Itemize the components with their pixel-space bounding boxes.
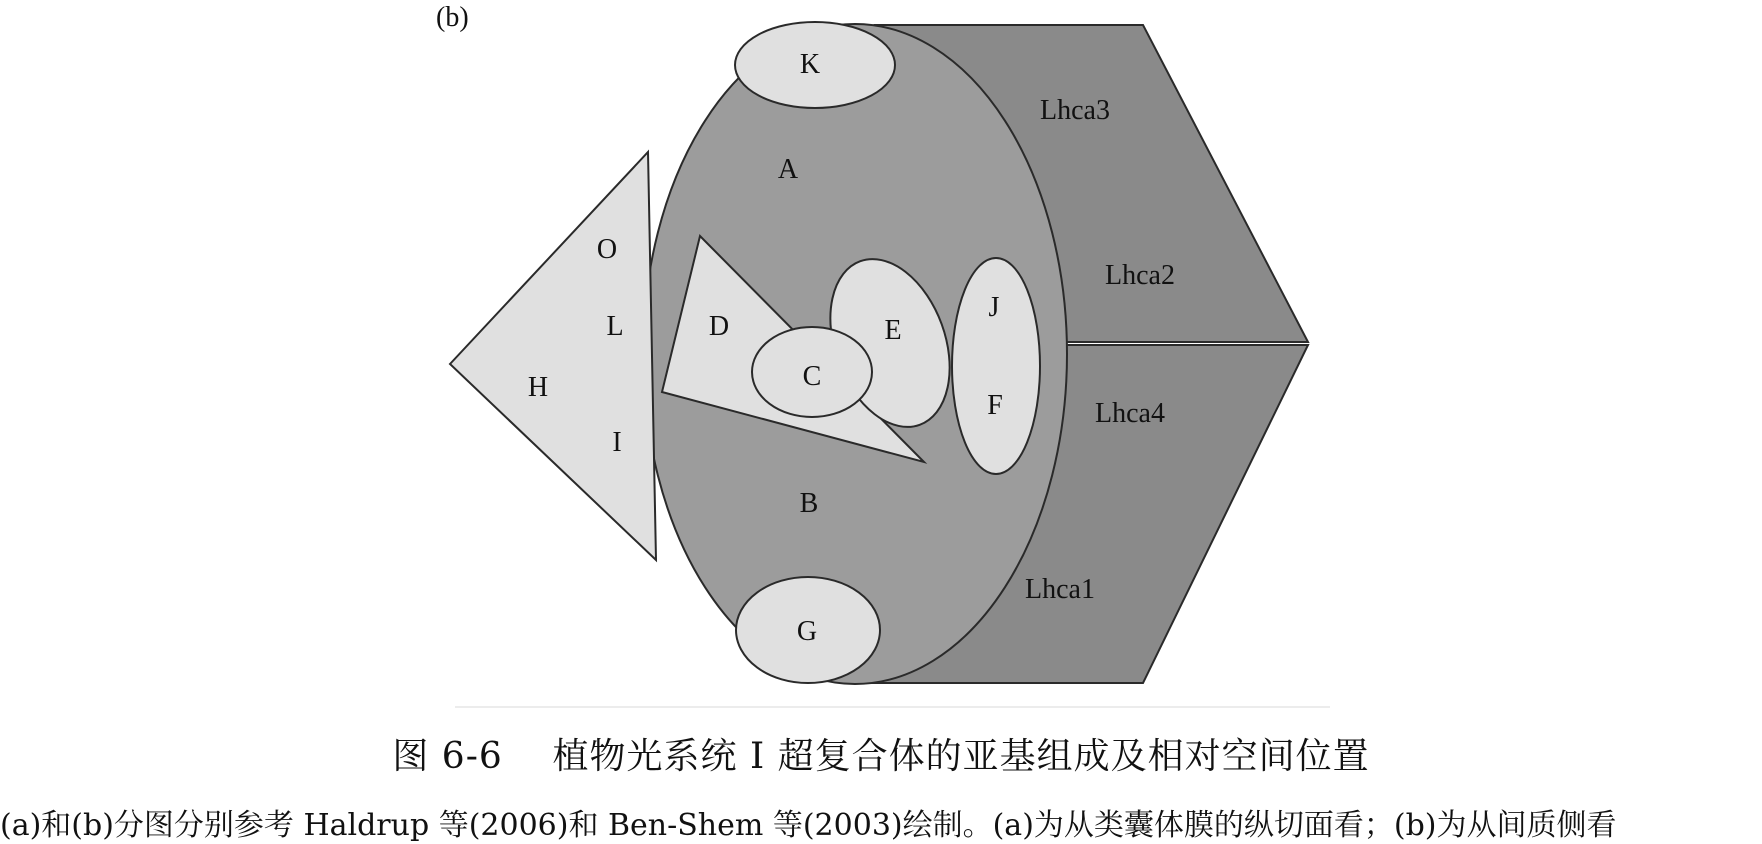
label-e: E bbox=[884, 315, 902, 346]
figure-caption-note: (a)和(b)分图分别参考 Haldrup 等(2006)和 Ben-Shem 等(2003)绘制。(a)为从类囊体膜的纵切面看；(b)为从间质侧看 bbox=[0, 808, 1617, 843]
label-l: L bbox=[606, 311, 624, 342]
label-i: I bbox=[612, 427, 622, 458]
panel-label: (b) bbox=[436, 2, 469, 33]
label-lhca4: Lhca4 bbox=[1095, 398, 1165, 429]
subunit-jf-ellipse bbox=[952, 258, 1040, 474]
figure-caption-title: 图 6-6 植物光系统 I 超复合体的亚基组成及相对空间位置 bbox=[392, 736, 1370, 777]
label-k: K bbox=[799, 49, 821, 80]
label-lhca3: Lhca3 bbox=[1040, 95, 1110, 126]
label-j: J bbox=[988, 292, 1000, 323]
label-b: B bbox=[799, 488, 819, 519]
label-a: A bbox=[777, 154, 799, 185]
label-lhca2: Lhca2 bbox=[1105, 260, 1175, 291]
subunit-hilo-triangle bbox=[450, 152, 656, 560]
label-g: G bbox=[796, 616, 818, 647]
label-c: C bbox=[802, 361, 822, 392]
label-f: F bbox=[987, 390, 1003, 421]
label-d: D bbox=[708, 311, 730, 342]
label-h: H bbox=[527, 372, 549, 403]
label-lhca1: Lhca1 bbox=[1025, 574, 1095, 605]
label-o: O bbox=[596, 234, 618, 265]
